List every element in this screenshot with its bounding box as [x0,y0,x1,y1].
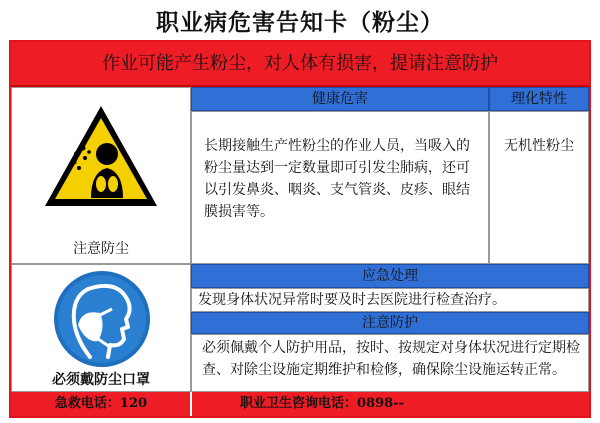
mandatory-sign-label: 必须戴防尘口罩 [52,372,150,388]
emergency-cell [191,288,589,312]
warning-sign-label: 注意防尘 [73,241,129,257]
properties-text: 无机性粉尘 [504,138,574,154]
emergency-phone: 急救电话：120 [54,396,148,411]
emergency-header-label: 应急处理 [362,268,418,284]
footer-bar [11,392,589,416]
consult-phone: 职业卫生咨询电话：0898-- [240,396,404,411]
properties-cell [489,111,589,264]
protection-header [191,312,589,334]
protection-cell [191,334,589,392]
dust-warning-triangle-icon [41,102,161,212]
page-title: 职业病危害告知卡（粉尘） [156,9,444,36]
health-hazard-header-label: 健康危害 [312,91,368,107]
protection-header-label: 注意防护 [362,315,418,331]
health-hazard-cell [191,111,489,264]
properties-header-label: 理化特性 [511,91,567,107]
mandatory-sign-cell [11,264,191,392]
health-hazard-text: 长期接触生产性粉尘的作业人员，当吸入的粉尘量达到一定数量即可引发尘肺病，还可以引发鼻炎、咽炎、支气管炎、皮疹、眼结膜损害等。 [204,138,470,220]
health-hazard-header [191,87,489,111]
hazard-card [9,40,591,418]
properties-header [489,87,589,111]
emergency-text: 发现身体状况异常时要及时去医院进行检查治疗。 [198,292,506,308]
dust-mask-icon [48,269,156,369]
warning-banner: 作业可能产生粉尘，对人体有损害，提请注意防护 [11,42,589,87]
protection-text: 必须佩戴个人防护用品，按时、按规定对身体状况进行定期检查、对除尘设施定期维护和检修，确保除尘设施运转正常。 [202,340,580,378]
warning-sign-cell [11,87,191,264]
emergency-header [191,264,589,288]
